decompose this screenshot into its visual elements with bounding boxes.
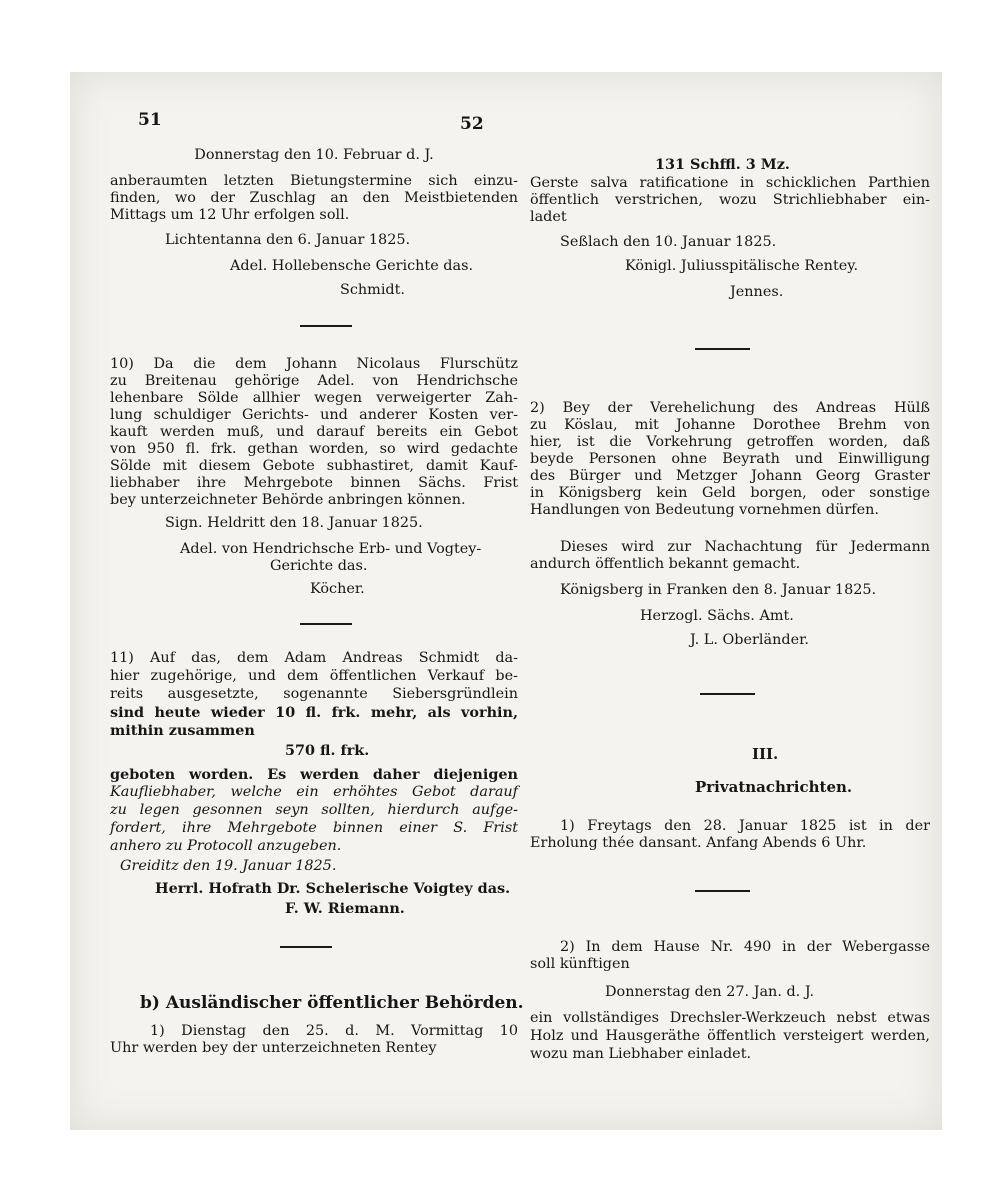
text-line: wozu man Liebhaber einladet. xyxy=(530,1046,752,1062)
place-date: Greiditz den 19. Januar 1825. xyxy=(120,858,337,874)
text-line: finden, wo der Zuschlag an den Meistbietenden xyxy=(110,190,518,206)
place-date: Königsberg in Franken den 8. Januar 1825. xyxy=(560,582,877,598)
signer: J. L. Oberländer. xyxy=(690,632,809,648)
section-iii-number: III. xyxy=(752,745,779,763)
text-line: beyde Personen ohne Beyrath und Einwilligung xyxy=(530,451,930,467)
text-line: 2) Bey der Verehelichung des Andreas Hülß xyxy=(530,400,930,416)
text-line: von 950 fl. frk. gethan worden, so wird gedachte xyxy=(110,441,518,457)
text-line: Erholung thée dansant. Anfang Abends 6 Uhr. xyxy=(530,835,867,851)
text-line: hier zugehörige, und dem öffentlichen Verkauf be- xyxy=(110,668,518,684)
text-line: andurch öffentlich bekannt gemacht. xyxy=(530,556,801,572)
authority: Gerichte das. xyxy=(270,558,368,574)
text-line: sind heute wieder 10 fl. frk. mehr, als vorhin, xyxy=(110,704,518,721)
text-line: hier, ist die Vorkehrung getroffen worden, daß xyxy=(530,434,930,450)
separator-rule xyxy=(700,693,755,695)
text-line: Uhr werden bey der unterzeichneten Rentey xyxy=(110,1040,437,1056)
text-line: soll künftigen xyxy=(530,956,630,972)
text-line: bey unterzeichneter Behörde anbringen können. xyxy=(110,492,466,508)
event-date: Donnerstag den 27. Jan. d. J. xyxy=(605,984,815,1000)
text-line: 11) Auf das, dem Adam Andreas Schmidt da- xyxy=(110,650,518,666)
authority: Königl. Juliusspitälische Rentey. xyxy=(625,258,859,274)
text-line: zu legen gesonnen seyn sollten, hierdurch aufge- xyxy=(110,802,518,818)
place-date: Sign. Heldritt den 18. Januar 1825. xyxy=(165,515,423,531)
authority: Herzogl. Sächs. Amt. xyxy=(640,608,794,624)
place-date: Lichtentanna den 6. Januar 1825. xyxy=(165,232,411,248)
authority: Adel. von Hendrichsche Erb- und Vogtey- xyxy=(180,541,482,557)
signer: Jennes. xyxy=(730,284,784,300)
signer: Schmidt. xyxy=(340,282,406,298)
text-line: fordert, ihre Mehrgebote binnen einer S. Frist xyxy=(110,820,518,836)
text-line: zu Breitenau gehörige Adel. von Hendrichsche xyxy=(110,373,518,389)
text-line: zu Köslau, mit Johanne Dorothee Brehm von xyxy=(530,417,930,433)
separator-rule xyxy=(300,623,352,625)
amount: 131 Schffl. 3 Mz. xyxy=(655,156,790,173)
authority: Adel. Hollebensche Gerichte das. xyxy=(230,258,474,274)
text-line: Holz und Hausgeräthe öffentlich versteigert werden, xyxy=(530,1028,930,1044)
amount: 570 fl. frk. xyxy=(285,742,370,759)
text-line: lehenbare Sölde allhier wegen verweigerter Zah- xyxy=(110,390,518,406)
place-date: Seßlach den 10. Januar 1825. xyxy=(560,234,777,250)
separator-rule xyxy=(695,348,750,350)
text-line: anberaumten letzten Bietungstermine sich einzu- xyxy=(110,173,518,189)
text-line: 1) Freytags den 28. Januar 1825 ist in der xyxy=(560,818,930,834)
separator-rule xyxy=(695,890,750,892)
page-number-left: 51 xyxy=(138,110,162,130)
authority: Herrl. Hofrath Dr. Schelerische Voigtey das. xyxy=(155,880,511,897)
text-line: Dieses wird zur Nachachtung für Jedermann xyxy=(560,539,930,555)
text-line: 10) Da die dem Johann Nicolaus Flurschütz xyxy=(110,356,518,372)
signer: Köcher. xyxy=(310,581,365,597)
section-iii-title: Privatnachrichten. xyxy=(695,778,853,796)
section-b-heading: b) Ausländischer öffentlicher Behörden. xyxy=(140,993,524,1013)
separator-rule xyxy=(280,946,332,948)
text-line: Kaufliebhaber, welche ein erhöhtes Gebot darauf xyxy=(110,784,518,800)
text-line: geboten worden. Es werden daher diejenigen xyxy=(110,766,518,783)
text-line: 1) Dienstag den 25. d. M. Vormittag 10 xyxy=(150,1023,518,1039)
text-line: Handlungen von Bedeutung vornehmen dürfen. xyxy=(530,502,879,518)
page-number-right: 52 xyxy=(460,114,484,134)
left-header-date: Donnerstag den 10. Februar d. J. xyxy=(194,147,434,163)
separator-rule xyxy=(300,325,352,327)
text-line: des Bürger und Metzger Johann Georg Graster xyxy=(530,468,930,484)
signer: F. W. Riemann. xyxy=(285,900,405,917)
text-line: ladet xyxy=(530,209,567,225)
text-line: in Königsberg kein Geld borgen, oder sonstige xyxy=(530,485,930,501)
text-line: öffentlich verstrichen, wozu Strichliebhaber ein- xyxy=(530,192,930,208)
text-line: Sölde mit diesem Gebote subhastiret, damit Kauf- xyxy=(110,458,518,474)
text-line: lung schuldiger Gerichts- und anderer Kosten ver- xyxy=(110,407,518,423)
text-line: reits ausgesetzte, sogenannte Siebersgründlein xyxy=(110,686,518,702)
text-line: mithin zusammen xyxy=(110,722,255,739)
text-line: liebhaber ihre Mehrgebote binnen Sächs. Frist xyxy=(110,475,518,491)
newspaper-page xyxy=(70,72,942,1130)
text-line: anhero zu Protocoll anzugeben. xyxy=(110,838,342,854)
text-line: 2) In dem Hause Nr. 490 in der Webergasse xyxy=(560,939,930,955)
text-line: Mittags um 12 Uhr erfolgen soll. xyxy=(110,207,350,223)
text-line: kauft werden muß, und darauf bereits ein Gebot xyxy=(110,424,518,440)
text-line: Gerste salva ratificatione in schicklichen Parthien xyxy=(530,175,930,191)
text-line: ein vollständiges Drechsler-Werkzeuch nebst etwas xyxy=(530,1010,930,1026)
